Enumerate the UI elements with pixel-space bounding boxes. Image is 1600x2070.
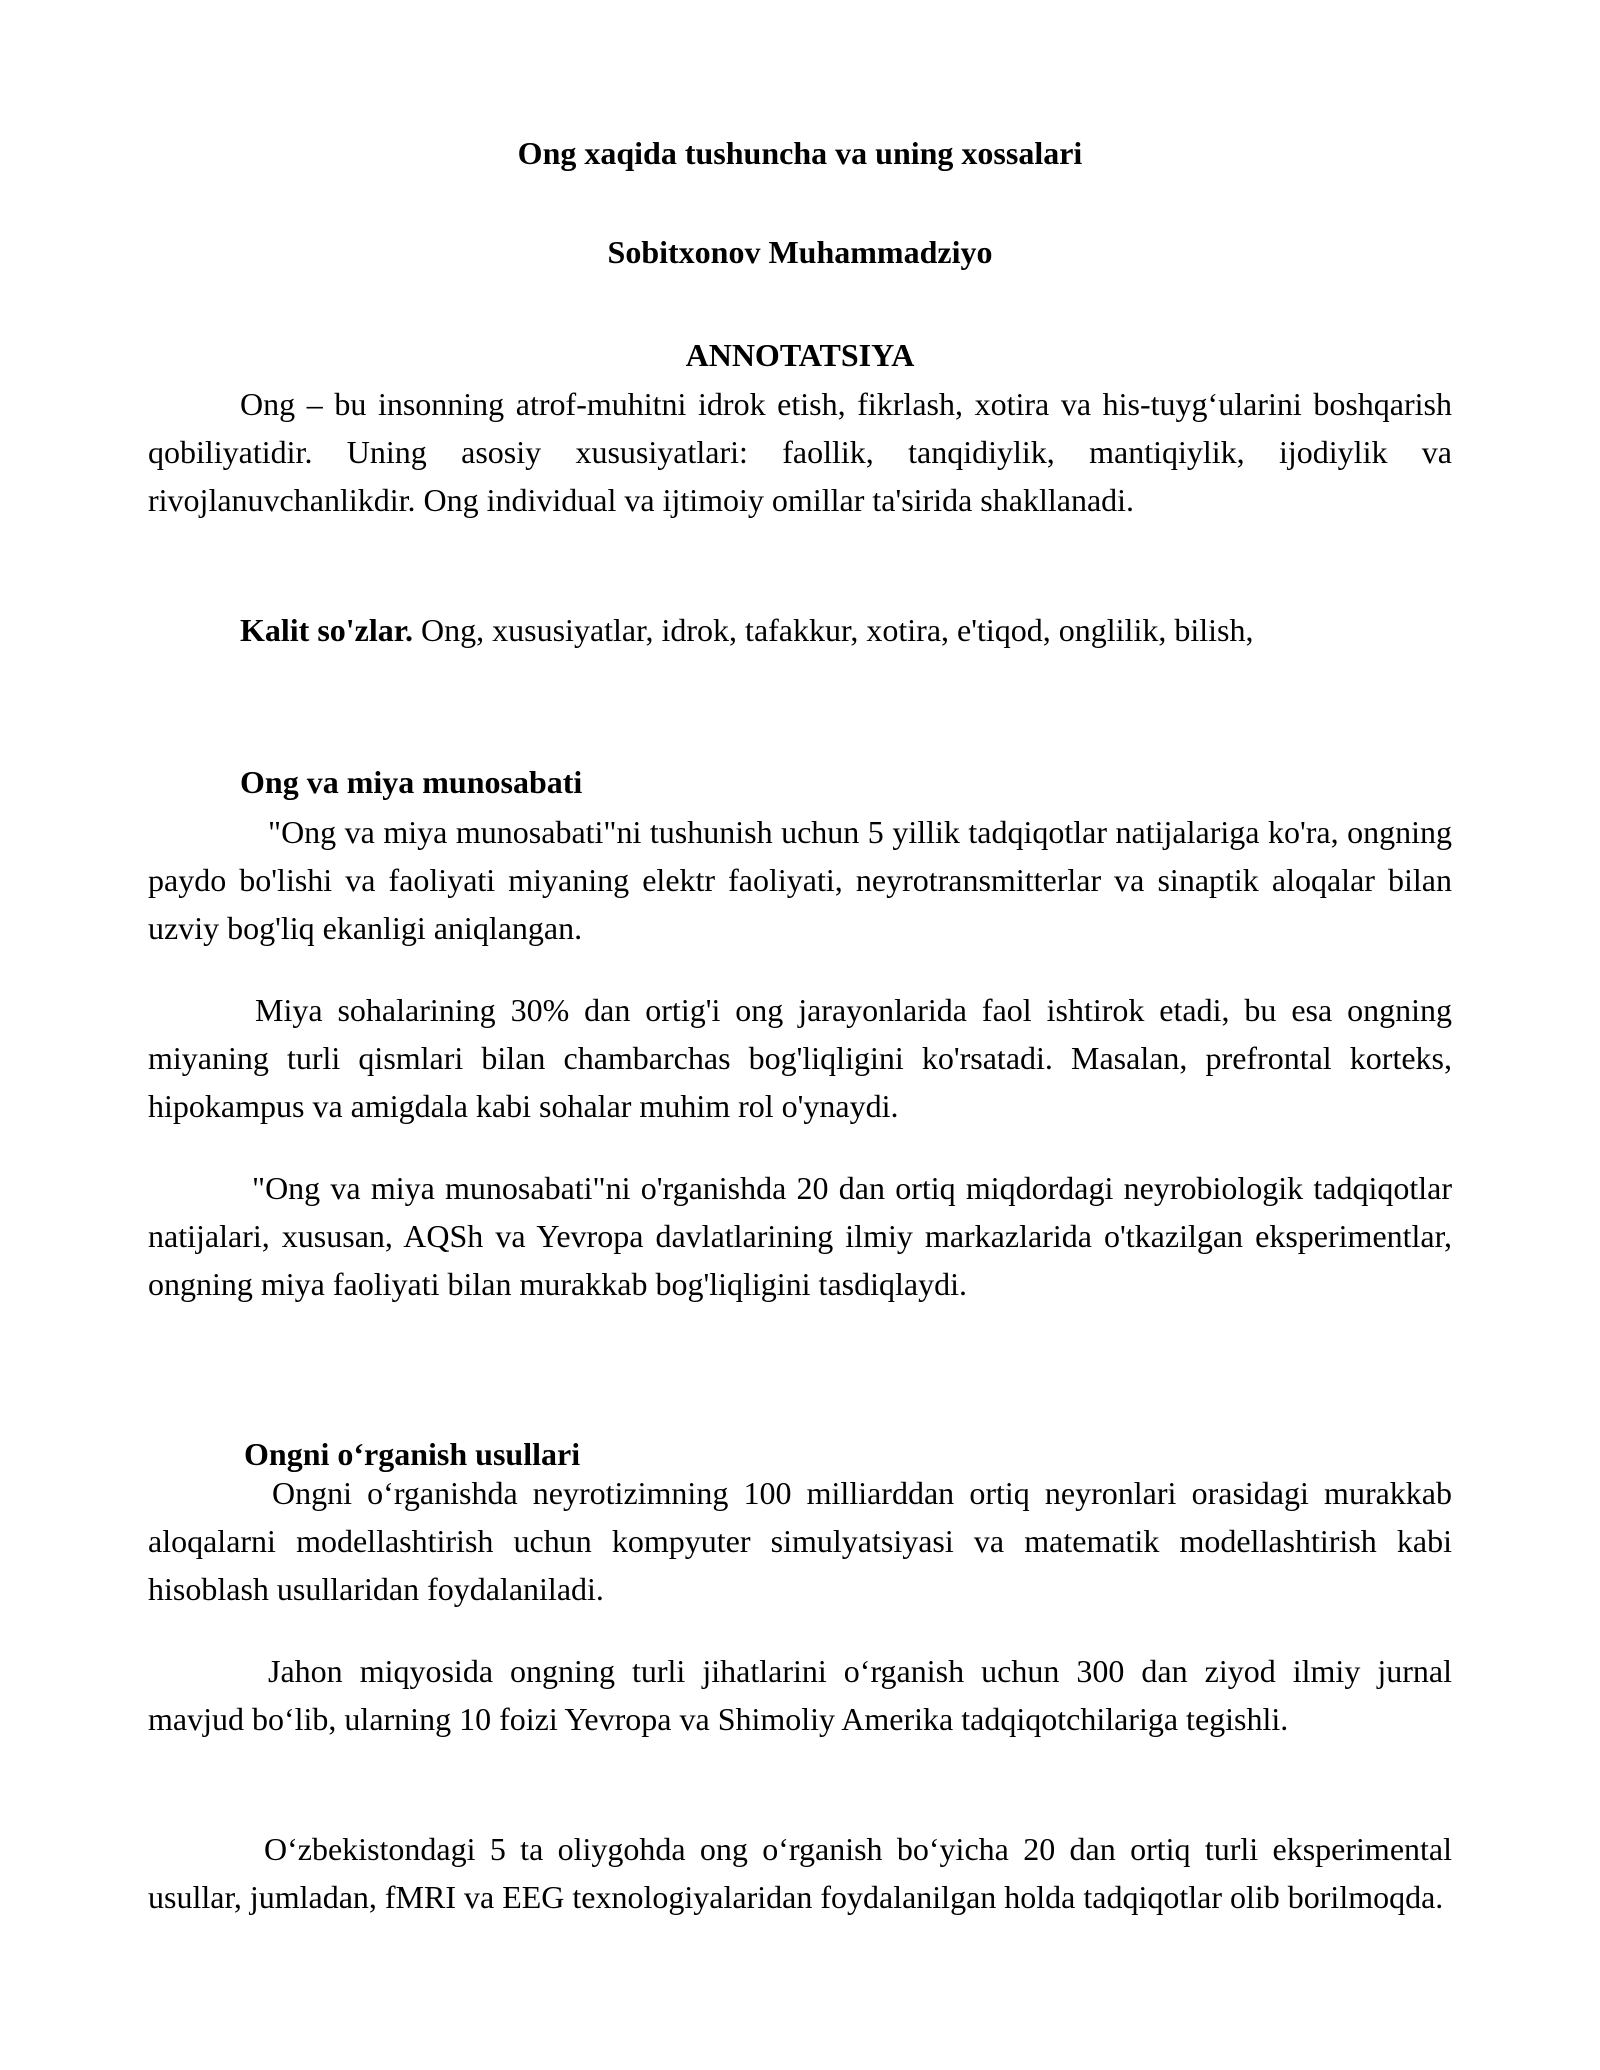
section-heading-ongni-organish: Ongni o‘rganish usullari [244,1436,581,1472]
paragraph: Miya sohalarining 30% dan ortig'i ong jarayonlarida faol ishtirok etadi, bu esa ongning miyaning turli qismlari bilan chambarchas bog'liqligini ko'rsatadi. Masalan, prefrontal korteks, hipokampus va amigdala kabi sohalar muhim rol o'ynaydi. [148,992,1452,1124]
keywords-line [148,606,1452,654]
section-heading-ong-va-miya: Ong va miya munosabati [240,764,583,800]
annotation-heading: ANNOTATSIYA [685,337,915,373]
author-name: Sobitxonov Muhammadziyo [607,234,993,270]
document-title: Ong xaqida tushuncha va uning xossalari [517,135,1083,171]
keywords-text: Ong, xususiyatlar, idrok, tafakkur, xotira, e'tiqod, onglilik, bilish, [413,612,1254,648]
paragraph: "Ong va miya munosabati"ni tushunish uchun 5 yillik tadqiqotlar natijalariga ko'ra, ongning paydo bo'lishi va faoliyati miyaning elektr faoliyati, neyrotransmitterlar va sinaptik aloqalar bilan uzviy bog'liq ekanligi aniqlangan. [148,814,1452,946]
keywords-label: Kalit so'zlar. [240,612,414,648]
paragraph: "Ong va miya munosabati"ni o'rganishda 20 dan ortiq miqdordagi neyrobiologik tadqiqotlar natijalari, xususan, AQSh va Yevropa davlatlarining ilmiy markazlarida o'tkazilgan eksperimentlar, ongning miya faoliyati bilan murakkab bog'liqligini tasdiqlaydi. [148,1170,1452,1302]
paragraph: Jahon miqyosida ongning turli jihatlarini o‘rganish uchun 300 dan ziyod ilmiy jurnal mavjud bo‘lib, ularning 10 foizi Yevropa va Shimoliy Amerika tadqiqotchilariga tegishli. [148,1653,1452,1737]
paragraph: O‘zbekistondagi 5 ta oliygohda ong o‘rganish bo‘yicha 20 dan ortiq turli eksperimental usullar, jumladan, fMRI va EEG texnologiyalaridan foydalanilgan holda tadqiqotlar olib borilmoqda. [148,1831,1452,1915]
annotation-paragraph: Ong – bu insonning atrof-muhitni idrok etish, fikrlash, xotira va his-tuyg‘ularini boshqarish qobiliyatidir. Uning asosiy xususiyatlari: faollik, tanqidiylik, mantiqiylik, ijodiylik va rivojlanuvchanlikdir. Ong individual va ijtimoiy omillar ta'sirida shakllanadi. [148,386,1452,518]
paragraph: Ongni o‘rganishda neyrotizimning 100 milliarddan ortiq neyronlari orasidagi murakkab aloqalarni modellashtirish uchun kompyuter simulyatsiyasi va matematik modellashtirish kabi hisoblash usullaridan foydalaniladi. [148,1475,1452,1607]
